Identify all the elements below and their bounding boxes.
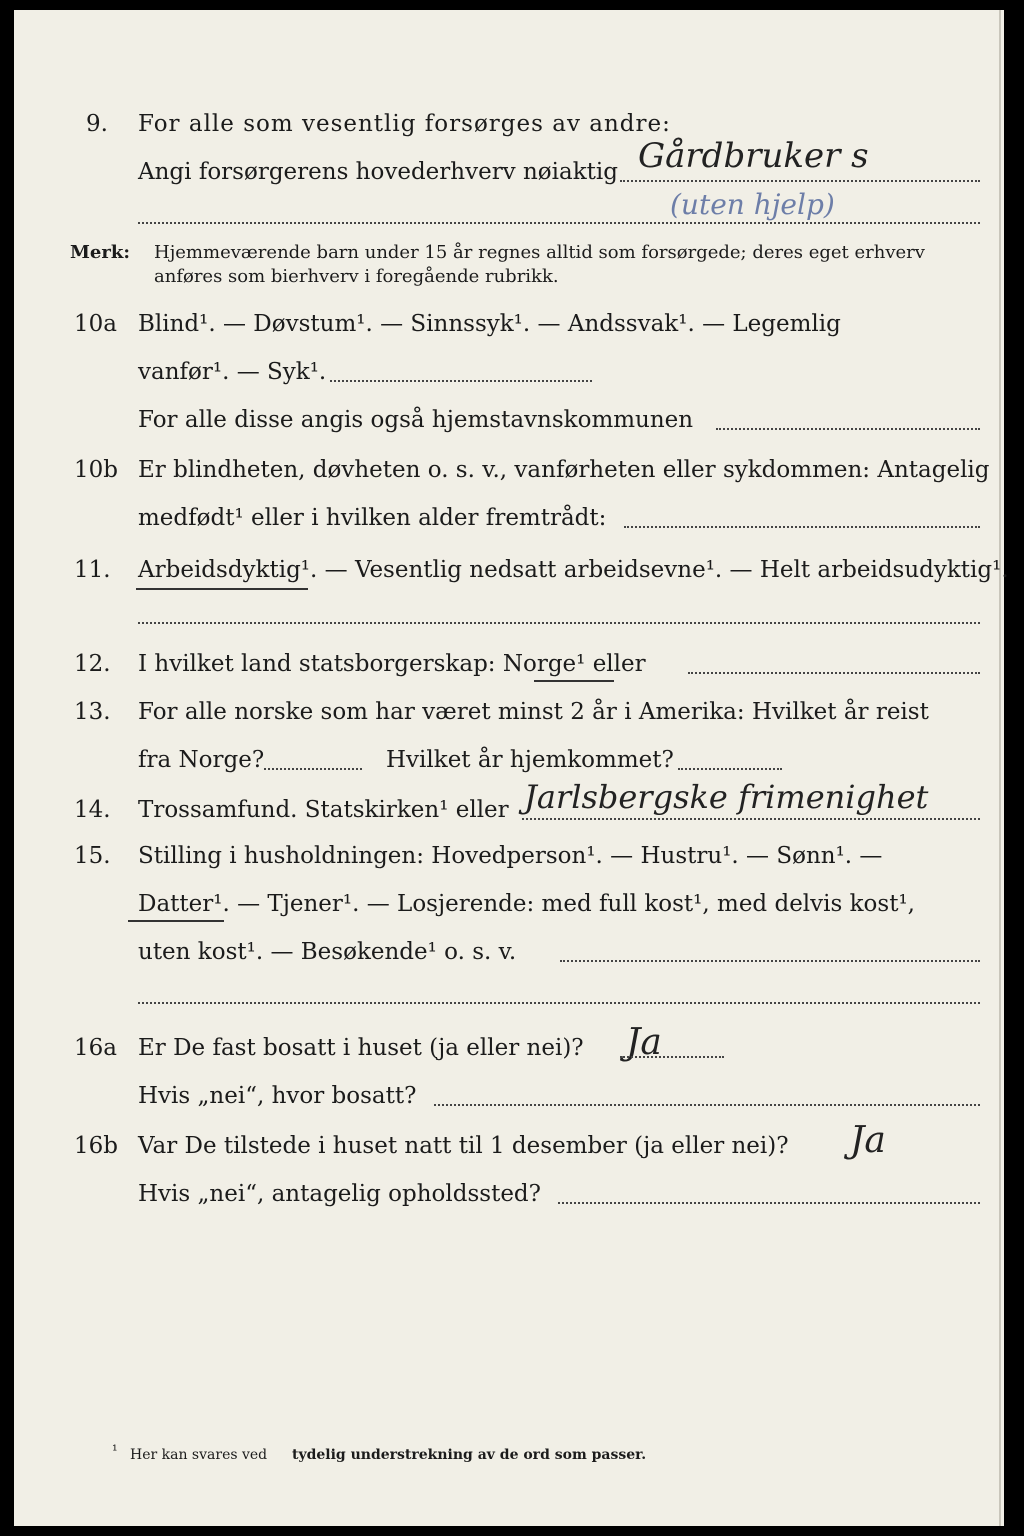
q12-underline-norge bbox=[534, 680, 614, 682]
q13-line2b: Hvilket år hjemkommet? bbox=[386, 747, 674, 773]
q9-answer-note-handwritten: (uten hjelp) bbox=[670, 188, 835, 221]
merk-line2: anføres som bierhverv i foregående rubrikk. bbox=[154, 266, 559, 287]
merk-label: Merk: bbox=[70, 242, 130, 263]
q12-answer-line bbox=[688, 672, 980, 674]
q9-line2: Angi forsørgerens hovederhverv nøiaktig bbox=[138, 159, 618, 185]
q14-line1: Trossamfund. Statskirken¹ eller bbox=[138, 797, 509, 823]
q10a-number: 10a bbox=[74, 311, 117, 337]
q13-line1: For alle norske som har været minst 2 år i Amerika: Hvilket år reist bbox=[138, 699, 929, 725]
q16a-number: 16a bbox=[74, 1035, 117, 1061]
q13-number: 13. bbox=[74, 699, 111, 725]
q14-number: 14. bbox=[74, 797, 111, 823]
page-edge bbox=[999, 10, 1001, 1526]
q16a-line1: Er De fast bosatt i huset (ja eller nei)? bbox=[138, 1035, 584, 1061]
q15-line2: Datter¹. — Tjener¹. — Losjerende: med full kost¹, med delvis kost¹, bbox=[138, 891, 915, 917]
q16a-bosatt-line bbox=[434, 1104, 980, 1106]
q10a-hjemstavn-line bbox=[716, 428, 980, 430]
q15-extra-line bbox=[138, 1002, 980, 1004]
q10a-syk-line bbox=[330, 380, 592, 382]
q15-underline-datter bbox=[128, 920, 224, 922]
q16a-answer-handwritten: Ja bbox=[626, 1022, 662, 1063]
q16a-answer-line bbox=[620, 1056, 724, 1058]
q16b-answer-handwritten: Ja bbox=[850, 1120, 886, 1161]
q12-number: 12. bbox=[74, 651, 111, 677]
q13-hjemkommet-line bbox=[678, 768, 782, 770]
q15-number: 15. bbox=[74, 843, 111, 869]
q15-line1: Stilling i husholdningen: Hovedperson¹. — Hustru¹. — Sønn¹. — bbox=[138, 843, 883, 869]
q12-line1: I hvilket land statsborgerskap: Norge¹ eller bbox=[138, 651, 646, 677]
q9-number: 9. bbox=[86, 111, 108, 137]
q11-extra-line bbox=[138, 622, 980, 624]
census-form-page bbox=[14, 10, 1009, 1526]
q16b-line2: Hvis „nei“, antagelig opholdssted? bbox=[138, 1181, 541, 1207]
q10a-line2: vanfør¹. — Syk¹. bbox=[138, 359, 327, 385]
q11-number: 11. bbox=[74, 557, 111, 583]
q10b-answer-line bbox=[624, 526, 980, 528]
footnote-text-a: Her kan svares ved bbox=[130, 1447, 268, 1463]
q16b-number: 16b bbox=[74, 1133, 118, 1159]
q9-answer-handwritten: Gårdbruker s bbox=[638, 136, 869, 176]
q15-answer-line bbox=[560, 960, 980, 962]
footnote-text-b: tydelig understrekning av de ord som passer. bbox=[292, 1447, 647, 1463]
q13-reist-line bbox=[264, 768, 362, 770]
q9-answer-line bbox=[620, 180, 980, 182]
q10a-line1: Blind¹. — Døvstum¹. — Sinnssyk¹. — Andssvak¹. — Legemlig bbox=[138, 311, 841, 337]
q10b-line1: Er blindheten, døvheten o. s. v., vanførheten eller sykdommen: Antagelig bbox=[138, 457, 990, 483]
q10b-line2: medfødt¹ eller i hvilken alder fremtrådt: bbox=[138, 505, 607, 531]
q10a-line3: For alle disse angis også hjemstavnskommunen bbox=[138, 407, 694, 433]
q16a-line2: Hvis „nei“, hvor bosatt? bbox=[138, 1083, 417, 1109]
q14-answer-handwritten: Jarlsbergske frimenighet bbox=[524, 778, 929, 816]
q16b-line1: Var De tilstede i huset natt til 1 desember (ja eller nei)? bbox=[138, 1133, 789, 1159]
q9-extra-line bbox=[138, 222, 980, 224]
merk-line1: Hjemmeværende barn under 15 år regnes alltid som forsørgede; deres eget erhverv bbox=[154, 242, 925, 263]
q11-underline-arbeidsdyktig bbox=[136, 588, 308, 590]
q13-line2a: fra Norge? bbox=[138, 747, 265, 773]
q9-line1: For alle som vesentlig forsørges av andre: bbox=[138, 111, 671, 137]
q11-line1: Arbeidsdyktig¹. — Vesentlig nedsatt arbeidsevne¹. — Helt arbeidsudyktig¹. bbox=[138, 557, 1009, 583]
q15-line3: uten kost¹. — Besøkende¹ o. s. v. bbox=[138, 939, 517, 965]
footnote-mark: ¹ bbox=[112, 1443, 118, 1459]
q10b-number: 10b bbox=[74, 457, 118, 483]
q14-answer-line bbox=[522, 818, 980, 820]
q16b-opholdssted-line bbox=[558, 1202, 980, 1204]
